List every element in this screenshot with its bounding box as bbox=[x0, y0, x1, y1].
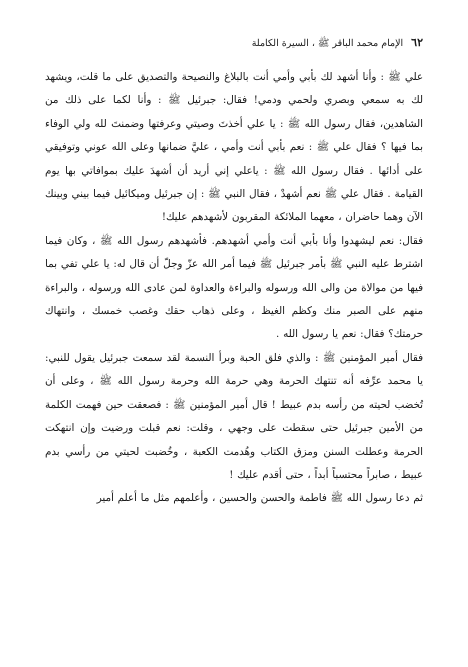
running-header bbox=[45, 36, 423, 52]
book-page bbox=[45, 36, 423, 646]
page-number: ٦٢ bbox=[411, 36, 423, 49]
paragraph: فقال أمير المؤمنين ﷺ : والذي فلق الحبة وبرأ النسمة لقد سمعت جبرئيل يقول للنبي: يا محمد عرِّفه أنه تنتهك الحرمة وهي حرمة الله وحرمة رسول الله ﷺ ، وعلى أن تُخضب لحيته من رأسه بدم عبيط ! قال أمير المؤمنين ﷺ : فصعقت حين فهمت الكلمة من الأمين جبرئيل حتى سقطت على وجهي ، وقلت: نعم قبلت ورضيت وإن انتهكت الحرمة وعطلت السنن ومزق الكتاب وهُدمت الكعبة ، وخُضبت لحيتي من رأسي بدم عبيط ، صابراً محتسباً أبداً ، حتى أقدم عليك ! bbox=[45, 351, 423, 481]
paragraph: ثم دعا رسول الله ﷺ فاطمة والحسن والحسين ، وأعلمهم مثل ما أعلم أمير bbox=[96, 492, 423, 505]
paragraph: علي ﷺ : وأنا أشهد لك بأبي وأمي أنت بالبلاغ والنصيحة والتصديق على ما قلت، ويشهد لك به سمعي وبصري ولحمي ودمي! فقال: جبرئيل ﷺ : وأنا لكما على ذلك من الشاهدين، فقال رسول الله ﷺ : يا علي أخذتَ وصيتي وعرفتها وضمنتَ لله ولي الوفاء بما فيها ؟ فقال علي ﷺ : نعم بأبي أنت وأمي ، عليَّ ضمانها وعلى الله عوني وتوفيقي على أدائها . فقال رسول الله ﷺ : ياعلي إني أريد أن أشهدَ عليك بموافاتي بها يوم القيامة . فقال علي ﷺ نعم أشهدْ ، فقال النبي ﷺ : إن جبرئيل وميكائيل فيما بيني وبينك الآن وهما حاضران ، معهما الملائكة المقربون لأشهدهم عليك! bbox=[45, 71, 423, 224]
paragraph: فقال: نعم ليشهدوا وأنا بأبي أنت وأمي أشهدهم. فأشهدهم رسول الله ﷺ ، وكان فيما اشترط عليه النبي ﷺ بأمر جبرئيل ﷺ فيما أمر الله عزّ وجلّ أن قال له: يا علي تفي بما فيها من موالاة من والى الله ورسوله والبراءة والعداوة لمن عادى الله ورسوله ، والبراءة منهم على الصبر منك وكظم الغيظ ، وعلى ذهاب حقك وغصب خمسك ، وانتهاك حرمتك؟ فقال: نعم يا رسول الله . bbox=[45, 234, 423, 341]
running-title: الإمام محمد الباقر ﷺ ، السيرة الكاملة bbox=[251, 38, 404, 49]
body-text bbox=[45, 66, 423, 511]
